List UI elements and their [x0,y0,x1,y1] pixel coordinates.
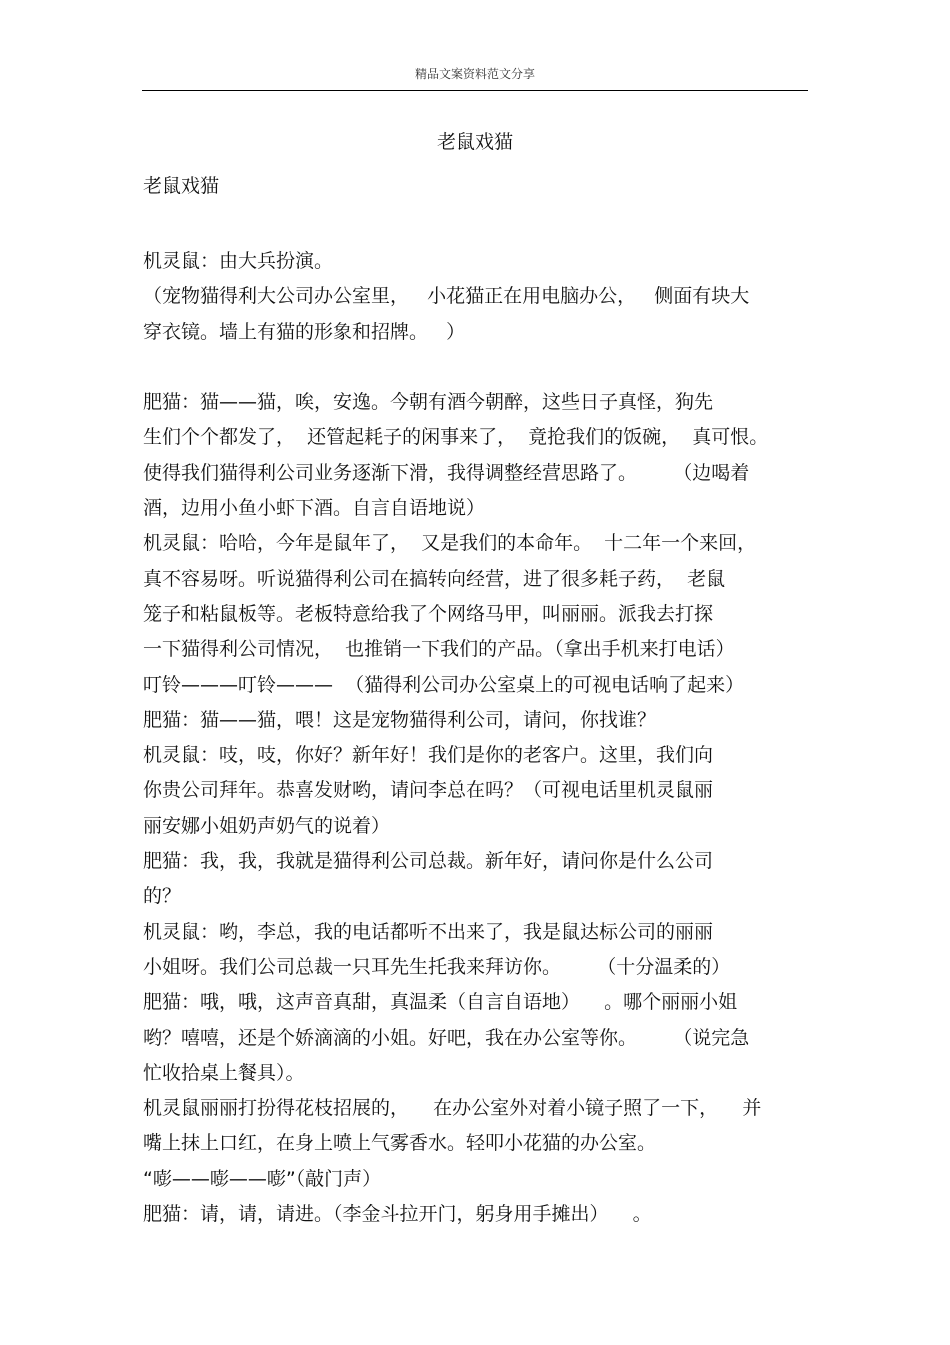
header-divider [142,90,808,91]
text-line: （宠物猫得利大公司办公室里， 小花猫正在用电脑办公， 侧面有块大 [143,285,750,308]
text-line: 嘴上抹上口红，在身上喷上气雾香水。轻叩小花猫的办公室。 [143,1132,657,1155]
text-line: 机灵鼠：哈哈，今年是鼠年了， 又是我们的本命年。 十二年一个来回， [143,532,757,555]
text-line: 机灵鼠：吱，吱，你好？新年好！我们是你的老客户。这里，我们向 [143,744,714,767]
text-line: 丽安娜小姐奶声奶气的说着） [143,814,391,837]
text-line: 肥猫：猫——猫，喂！这是宠物猫得利公司，请问，你找谁？ [143,708,657,731]
text-line: 笼子和粘鼠板等。老板特意给我了个网络马甲，叫丽丽。派我去打探 [143,602,714,625]
text-line: “嘭——嘭——嘭”（敲门声） [143,1167,382,1190]
text-line: 穿衣镜。墙上有猫的形象和招牌。 ） [143,320,466,343]
text-line: 小姐呀。我们公司总裁一只耳先生托我来拜访你。 （十分温柔的） [143,955,731,978]
text-line: 你贵公司拜年。恭喜发财哟，请问李总在吗？（可视电话里机灵鼠丽 [143,779,714,802]
document-body [143,244,813,1232]
text-line: 机灵鼠丽丽打扮得花枝招展的， 在办公室外对着小镜子照了一下， 并 [143,1097,762,1120]
text-line: 一下猫得利公司情况， 也推销一下我们的产品。（拿出手机来打电话） [143,638,735,661]
text-line: 哟？嘻嘻，还是个娇滴滴的小姐。好吧，我在办公室等你。 （说完急 [143,1026,750,1049]
document-subtitle: 老鼠戏猫 [143,175,220,197]
text-line: 忙收拾桌上餐具）。 [143,1061,305,1084]
text-line: 生们个个都发了， 还管起耗子的闲事来了， 竟抢我们的饭碗， 真可恨。 [143,426,769,449]
document-title: 老鼠戏猫 [436,131,513,153]
text-line: 肥猫：哦，哦，这声音真甜，真温柔（自言自语地） 。哪个丽丽小姐 [143,991,738,1014]
text-line: 真不容易呀。听说猫得利公司在搞转向经营，进了很多耗子药， 老鼠 [143,567,726,590]
text-line: 肥猫：猫——猫，唉，安逸。今朝有酒今朝醉，这些日子真怪，狗先 [143,391,714,414]
text-line: 机灵鼠：由大兵扮演。 [143,250,334,272]
page-header: 精品文案资料范文分享 [414,67,535,81]
text-line: 肥猫：请，请，请进。（李金斗拉开门，躬身用手摊出） 。 [143,1203,652,1226]
text-line: 的？ [143,885,182,908]
blank-line [143,350,813,385]
text-line: 酒，边用小鱼小虾下酒。自言自语地说） [143,497,486,520]
text-line: 机灵鼠：哟，李总，我的电话都听不出来了，我是鼠达标公司的丽丽 [143,920,714,943]
text-line: 叮铃———叮铃——— （猫得利公司办公室桌上的可视电话响了起来） [143,673,745,696]
text-line: 使得我们猫得利公司业务逐渐下滑，我得调整经营思路了。 （边喝着 [143,461,750,484]
text-line: 肥猫：我，我，我就是猫得利公司总裁。新年好，请问你是什么公司 [143,850,714,873]
